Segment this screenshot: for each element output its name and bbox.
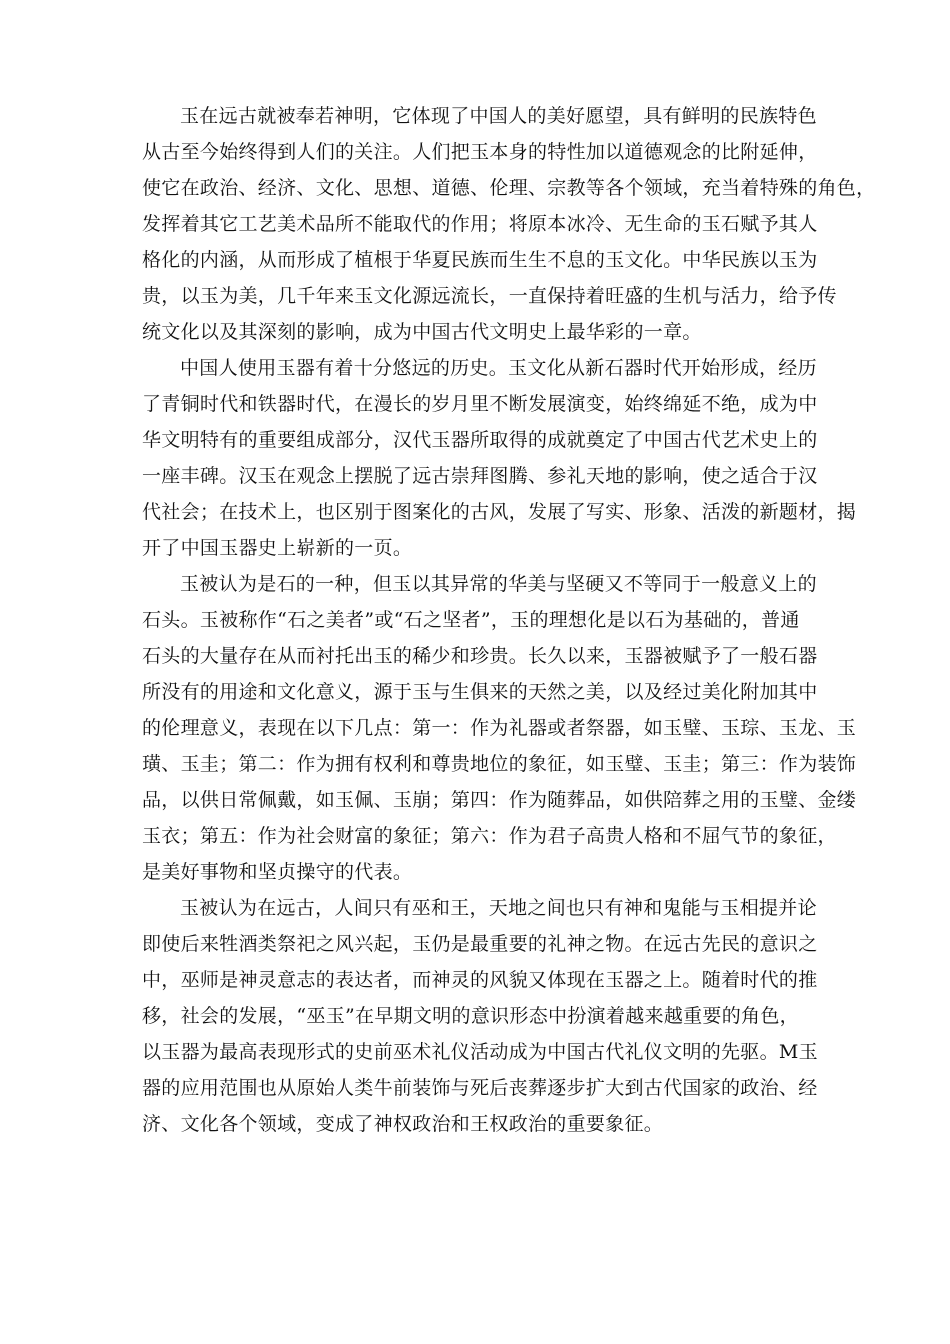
text-line: 了青铜时代和铁器时代，在漫长的岁月里不断发展演变，始终绵延不绝，成为中 — [142, 393, 818, 415]
text-line: 中国人使用玉器有着十分悠远的历史。玉文化从新石器时代开始形成，经历 — [180, 357, 817, 379]
paragraph-3 — [142, 566, 857, 890]
text-line: 贵，以玉为美，几千年来玉文化源远流长，一直保持着旺盛的生机与活力，给予传 — [142, 285, 837, 307]
text-line: 使它在政治、经济、文化、思想、道德、伦理、宗教等各个领域，充当着特殊的角色， — [142, 177, 876, 199]
text-line: 代社会；在技术上，也区别于图案化的古风，发展了写实、形象、活泼的新题材，揭 — [142, 501, 857, 523]
text-line: 以玉器为最高表现形式的史前巫术礼仪活动成为中国古代礼仪文明的先驱。M玉 — [142, 1041, 818, 1063]
text-line: 开了中国玉器史上崭新的一页。 — [142, 537, 413, 559]
text-line: 品，以供日常佩戴，如玉佩、玉崩；第四：作为随葬品，如供陪葬之用的玉璧、金缕 — [142, 789, 857, 811]
text-line: 玉被认为是石的一种，但玉以其异常的华美与坚硬又不等同于一般意义上的 — [180, 573, 817, 595]
text-line: 一座丰碑。汉玉在观念上摆脱了远古崇拜图腾、参礼天地的影响，使之适合于汉 — [142, 465, 818, 487]
text-line: 玉衣；第五：作为社会财富的象征；第六：作为君子高贵人格和不屈气节的象征， — [142, 825, 837, 847]
paragraph-1 — [142, 98, 876, 350]
text-line: 中，巫师是神灵意志的表达者，而神灵的风貌又体现在玉器之上。随着时代的推 — [142, 969, 818, 991]
text-line: 统文化以及其深刻的影响，成为中国古代文明史上最华彩的一章。 — [142, 321, 702, 343]
text-line: 济、文化各个领域，变成了神权政治和王权政治的重要象征。 — [142, 1113, 664, 1135]
text-line: 玉在远古就被奉若神明，它体现了中国人的美好愿望，具有鲜明的民族特色 — [180, 105, 817, 127]
text-line: 发挥着其它工艺美术品所不能取代的作用；将原本冰冷、无生命的玉石赋予其人 — [142, 213, 818, 235]
paragraph-2 — [142, 350, 857, 566]
text-line: 移，社会的发展，“巫玉”在早期文明的意识形态中扮演着越来越重要的角色， — [142, 1005, 799, 1027]
text-line: 玉被认为在远古，人间只有巫和王，天地之间也只有神和鬼能与玉相提并论 — [180, 897, 817, 919]
text-line: 从古至今始终得到人们的关注。人们把玉本身的特性加以道德观念的比附延伸， — [142, 141, 818, 163]
text-line: 华文明特有的重要组成部分，汉代玉器所取得的成就奠定了中国古代艺术史上的 — [142, 429, 818, 451]
text-line: 所没有的用途和文化意义，源于玉与生俱来的天然之美，以及经过美化附加其中 — [142, 681, 818, 703]
paragraph-4 — [142, 890, 818, 1142]
text-line: 格化的内涵，从而形成了植根于华夏民族而生生不息的玉文化。中华民族以玉为 — [142, 249, 818, 271]
text-line: 石头。玉被称作“石之美者”或“石之坚者”，玉的理想化是以石为基础的，普通 — [142, 609, 800, 631]
body-text — [142, 98, 876, 1142]
text-line: 璜、玉圭；第二：作为拥有权利和尊贵地位的象征，如玉璧、玉圭；第三：作为装饰 — [142, 753, 857, 775]
text-line: 是美好事物和坚贞操守的代表。 — [142, 861, 413, 883]
text-line: 石头的大量存在从而衬托出玉的稀少和珍贵。长久以来，玉器被赋予了一般石器 — [142, 645, 818, 667]
text-line: 器的应用范围也从原始人类牛前装饰与死后丧葬逐步扩大到古代国家的政治、经 — [142, 1077, 818, 1099]
text-line: 的伦理意义，表现在以下几点：第一：作为礼器或者祭器，如玉璧、玉琮、玉龙、玉 — [142, 717, 857, 739]
text-line: 即使后来牲酒类祭祀之风兴起，玉仍是最重要的礼神之物。在远古先民的意识之 — [142, 933, 818, 955]
